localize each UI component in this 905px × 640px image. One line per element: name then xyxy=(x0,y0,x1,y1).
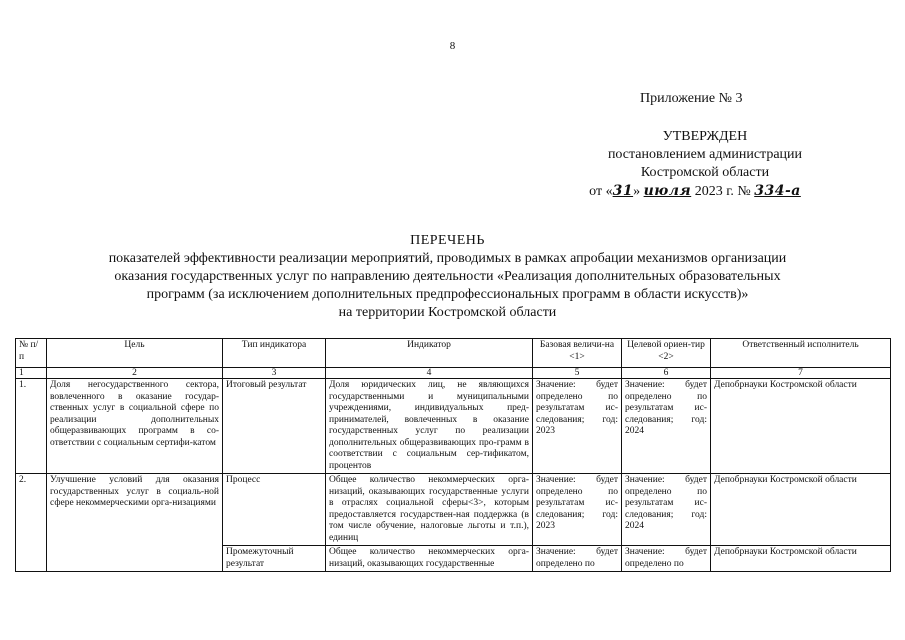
table-row xyxy=(16,379,891,474)
row-type: Итоговый результат xyxy=(223,379,326,474)
row-indicator: Общее количество некоммерческих орга-низаций, оказывающих государственные услуги в отраслях социальной сферы<3>, которым предоставляется государствен-ная поддержка (в том числе обучение, налоговые льготы и т.п.), единиц xyxy=(326,474,533,546)
header-goal: Цель xyxy=(47,339,223,368)
row-type: Промежуточный результат xyxy=(223,546,326,572)
row-base: Значение: будет определено по результатам ис-следования; год: 2023 xyxy=(533,379,622,474)
title-line-4: на территории Костромской области xyxy=(338,305,557,320)
approved-title: УТВЕРЖДЕН xyxy=(662,129,748,144)
row-goal: Улучшение условий для оказания государственных услуг в социаль-ной сфере некоммерческими орга-низациями xyxy=(47,474,223,572)
page-number: 8 xyxy=(449,40,456,52)
header-target: Целевой ориен-тир <2> xyxy=(622,339,711,368)
title-line-1: показателей эффективности реализации мероприятий, проводимых в рамках апробации механизмов организации xyxy=(108,251,787,266)
row-executor: Депобрнауки Костромской области xyxy=(711,546,891,572)
approval-date-line xyxy=(550,182,840,201)
row-indicator: Общее количество некоммерческих орга-низаций, оказывающих государственные xyxy=(326,546,533,572)
table-row xyxy=(16,474,891,546)
appendix-label: Приложение № 3 xyxy=(640,91,743,106)
approved-line-2: Костромской области xyxy=(640,165,770,180)
column-number: 2 xyxy=(47,368,223,379)
column-number: 1 xyxy=(16,368,47,379)
column-number: 3 xyxy=(223,368,326,379)
date-month-handwritten: июля xyxy=(643,183,692,199)
header-type: Тип индикатора xyxy=(223,339,326,368)
title-heading: ПЕРЕЧЕНЬ xyxy=(410,233,485,248)
date-year: 2023 г. № xyxy=(694,184,751,199)
header-base: Базовая величи-на <1> xyxy=(533,339,622,368)
header-executor: Ответственный исполнитель xyxy=(711,339,891,368)
column-number: 6 xyxy=(622,368,711,379)
column-number: 4 xyxy=(326,368,533,379)
row-num: 1. xyxy=(16,379,47,474)
header-indicator: Индикатор xyxy=(326,339,533,368)
table-header-row xyxy=(16,339,891,368)
row-indicator: Доля юридических лиц, не являющихся государственными и муниципальными учреждениями, индивидуальных пред-принимателей, вовлеченных в оказание государственных услуг по реализации дополнительных общеразвивающих про-грамм в соответствии с социальным сер-тификатом, процентов xyxy=(326,379,533,474)
document-number-handwritten: 334-а xyxy=(754,183,801,199)
row-num: 2. xyxy=(16,474,47,572)
row-target: Значение: будет определено по результатам ис-следования; год: 2024 xyxy=(622,379,711,474)
row-executor: Депобрнауки Костромской области xyxy=(711,379,891,474)
document-title xyxy=(40,232,855,322)
date-prefix: от « xyxy=(589,184,613,199)
row-target: Значение: будет определено по результатам ис-следования; год: 2024 xyxy=(622,474,711,546)
row-executor: Депобрнауки Костромской области xyxy=(711,474,891,546)
row-type: Процесс xyxy=(223,474,326,546)
row-base: Значение: будет определено по результатам ис-следования; год: 2023 xyxy=(533,474,622,546)
column-number: 5 xyxy=(533,368,622,379)
column-numbers-row xyxy=(16,368,891,379)
date-mid: » xyxy=(633,184,641,199)
title-line-2: оказания государственных услуг по направлению деятельности «Реализация дополнительных образовательных xyxy=(114,269,781,284)
approval-block xyxy=(560,128,850,201)
indicators-table xyxy=(15,338,891,572)
date-day-handwritten: 31 xyxy=(612,183,634,199)
row-base: Значение: будет определено по xyxy=(533,546,622,572)
header-num: № п/п xyxy=(16,339,47,368)
approved-line-1: постановлением администрации xyxy=(607,147,803,162)
title-line-3: программ (за исключением дополнительных предпрофессиональных программ в области искусств)» xyxy=(146,287,749,302)
row-goal: Доля негосударственного сектора, вовлеченного в оказание государ-ственных услуг в социальной сфере по реализации дополнительных общеразвивающих программ в со-ответствии с социальным сертифи-катом xyxy=(47,379,223,474)
row-target: Значение: будет определено по xyxy=(622,546,711,572)
column-number: 7 xyxy=(711,368,891,379)
